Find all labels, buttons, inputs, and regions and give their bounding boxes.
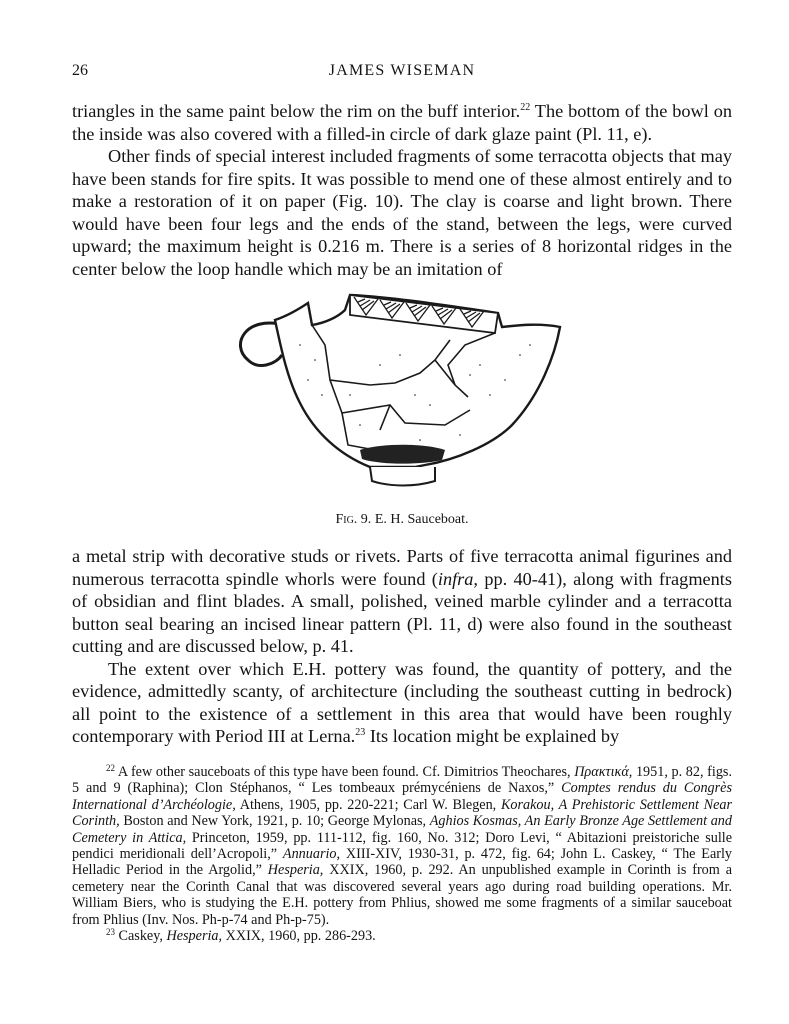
sauceboat-figure: [230, 285, 580, 505]
sauceboat-drawing: [230, 285, 580, 505]
running-head: JAMES WISEMAN: [328, 62, 476, 79]
page-number: 26: [72, 62, 88, 79]
figure-label: Fig. 9.: [335, 512, 372, 527]
paragraph: The extent over which E.H. pottery was found, the quantity of pottery, and the evidence, admittedly scanty, of architecture (including the southeast cutting in bedrock) all point to the existence of a settlement in this area that would have been roughly contemporary with Period III at Lerna.$^{23}$ Its location might be explained by: [72, 658, 732, 746]
paragraph: a metal strip with decorative studs or rivets. Parts of five terracotta animal figurines and numerous terracotta spindle whorls were found (infra, pp. 40-41), along with fragments of obsidian and flint blades. A small, polished, veined marble cylinder and a terracotta button seal bearing an incised linear pattern (Pl. 11, d) were also found in the southeast cutting and are discussed below, p. 41.: [72, 546, 732, 656]
footnote-ref: 23: [355, 727, 366, 738]
footnotes: [72, 764, 732, 944]
paragraph: triangles in the same paint below the rim on the buff interior.$^{22}$ The bottom of the bowl on the inside was also covered with a filled-in circle of dark glaze paint (Pl. 11, e).: [72, 101, 732, 144]
footnote-ref: 22: [520, 102, 531, 113]
figure-caption: [72, 512, 732, 528]
paragraph: Other finds of special interest included fragments of some terracotta objects that may have been stands for fire spits. It was possible to mend one of these almost entirely and to make a restoration of it on paper (Fig. 10). The clay is coarse and light brown. There would have been four legs and the ends of the stand, between the legs, were curved upward; the maximum height is 0.216 m. There is a series of 8 horizontal ridges in the center below the loop handle which may be an imitation of: [72, 146, 732, 279]
body-text-bottom: [72, 545, 732, 748]
body-text-top: [72, 100, 732, 280]
footnote-23: $^{23}$ Caskey, Hesperia, XXIX, 1960, pp. 286-293.: [106, 927, 376, 945]
page-header: [72, 62, 732, 84]
figure-caption-text: E. H. Sauceboat.: [374, 512, 469, 527]
footnote-22: $^{22}$ A few other sauceboats of this type have been found. Cf. Dimitrios Theochares, Πρακτικά, 1951, p. 82, figs. 5 and 9 (Raphina); Clon Stéphanos, “ Les tombeaux prémycéniens de Naxos,” Comptes rendus du Congrès International d’Archéologie, Athens, 1905, pp. 220-221; Carl W. Blegen, Korakou, A Prehistoric Settlement Near Corinth, Boston and New York, 1921, p. 10; George Mylonas, Aghios Kosmas, An Early Bronze Age Settlement and Cemetery in Attica, Princeton, 1959, pp. 111-112, fig. 160, No. 312; Doro Levi, “ Abitazioni preistoriche sulle pendici meridionali dell’Acropoli,” Annuario, XIII-XIV, 1930-31, p. 472, fig. 64; John L. Caskey, “ The Early Helladic Period in the Argolid,” Hesperia, XXIX, 1960, p. 292. An unpublished example in Corinth is from a cemetery near the Corinth Canal that was discovered several years ago during road building operations. Mr. William Biers, who is studying the E.H. pottery from Phlius, showed me some fragments of a similar sauceboat from Phlius (Inv. Nos. Ph-p-74 and Ph-p-75).: [72, 763, 733, 928]
